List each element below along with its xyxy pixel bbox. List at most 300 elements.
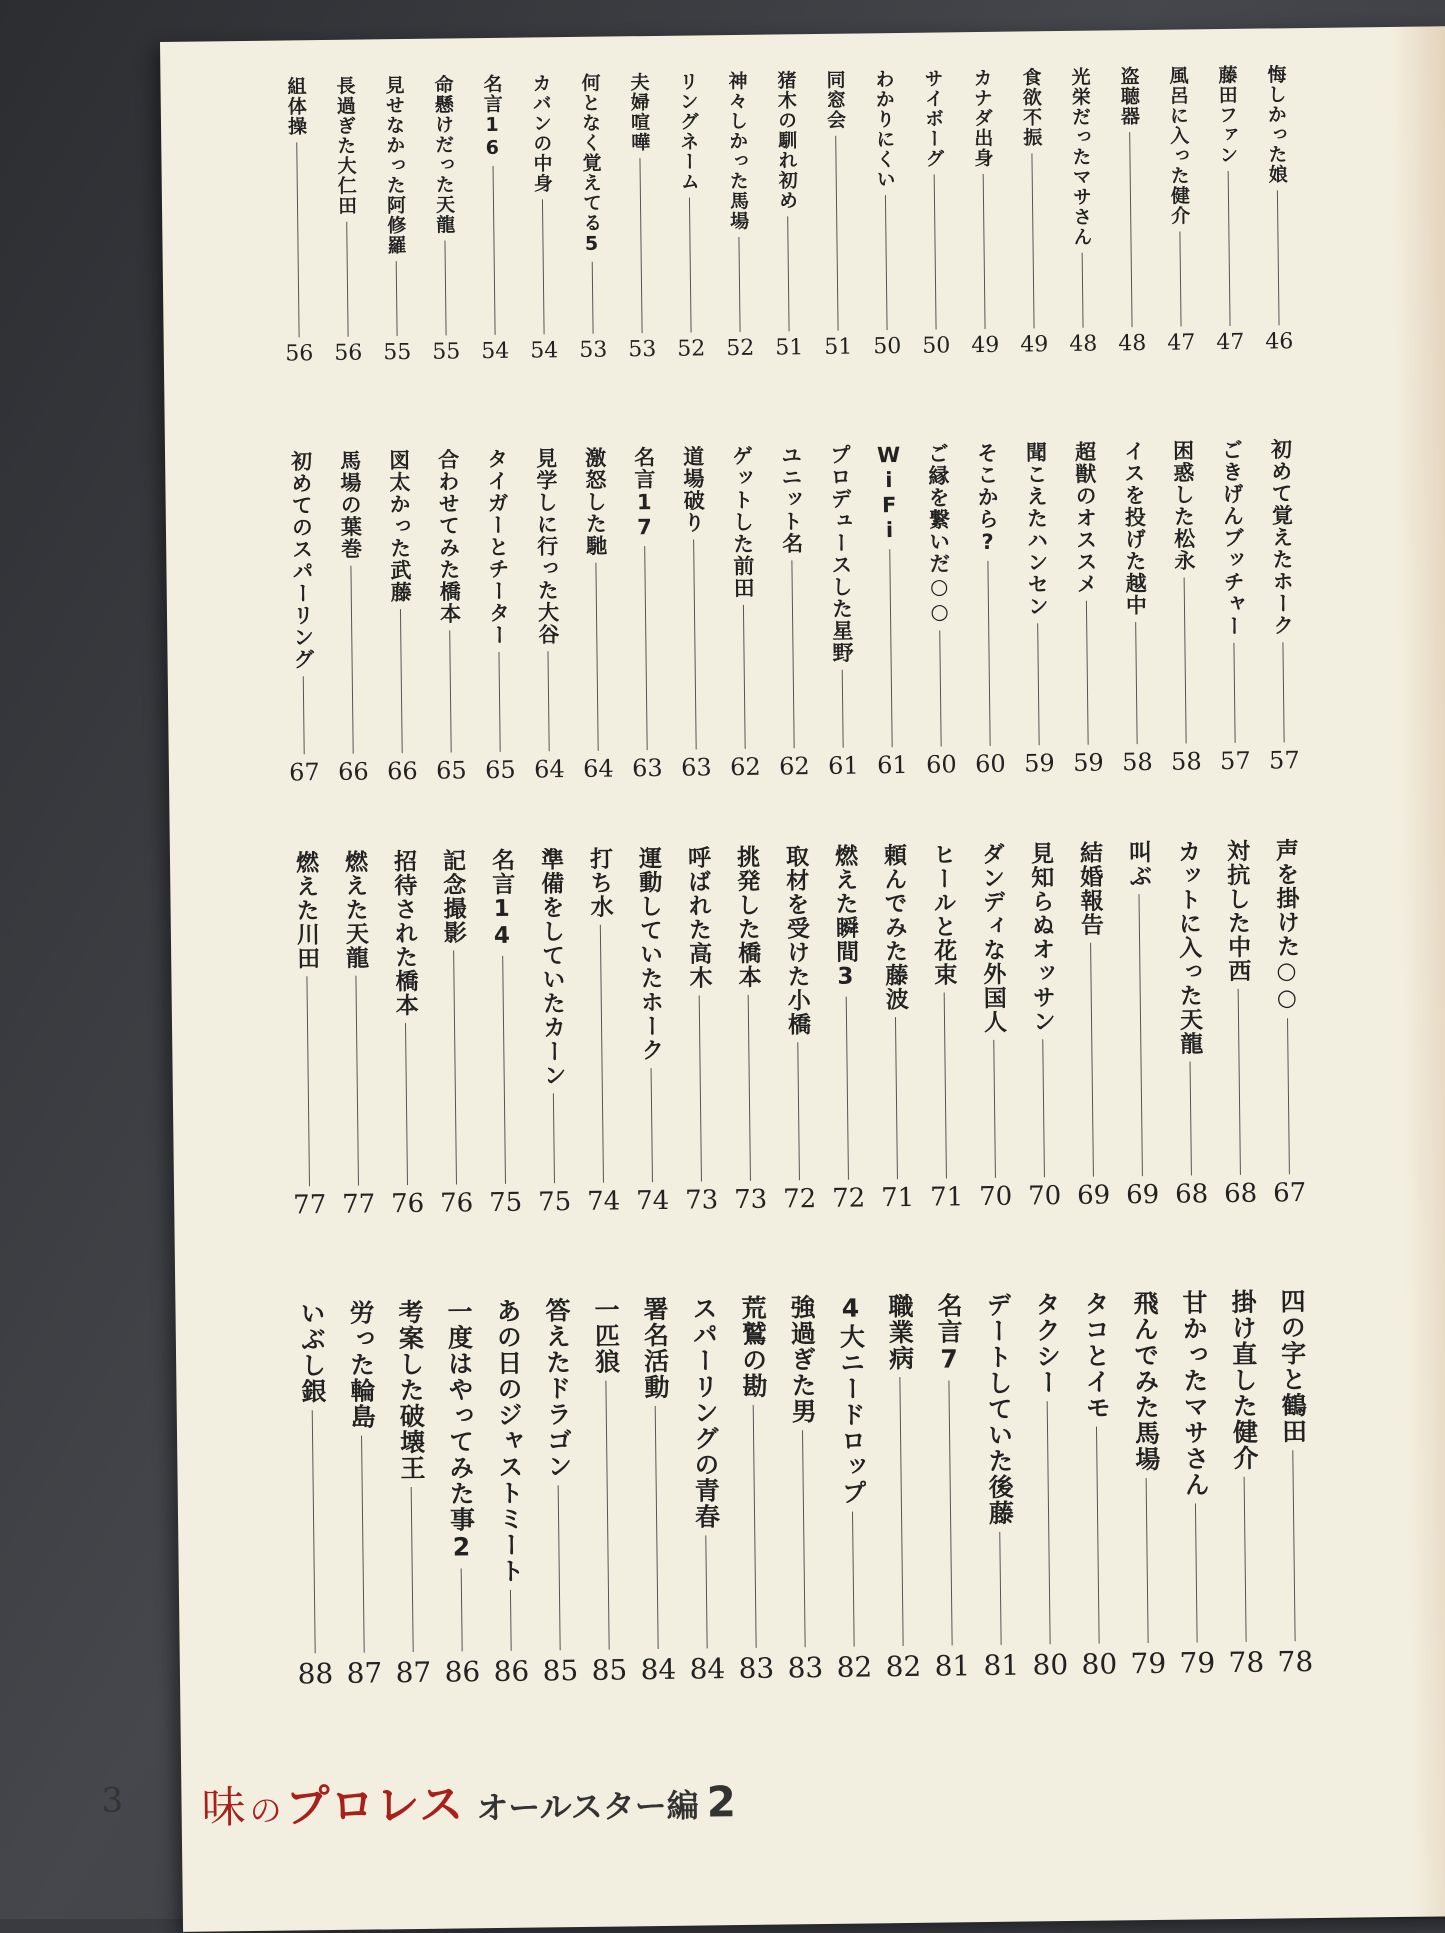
- entry-title: 取材を受けた小橋: [781, 844, 811, 1037]
- entry-title: 初めて覚えたホーク: [1268, 438, 1295, 637]
- page-footer: [101, 1761, 1082, 1852]
- leader-line: [895, 1017, 898, 1179]
- entry-page-number: 85: [542, 1654, 579, 1688]
- leader-line: [944, 992, 947, 1178]
- toc-entry: [957, 68, 1010, 359]
- entry-title: 運動していたホーク: [634, 845, 664, 1063]
- entry-title: 一度はやってみた事2: [443, 1298, 477, 1563]
- leader-line: [498, 652, 500, 752]
- brand-aji: 味: [201, 1782, 246, 1834]
- entry-page-number: 87: [395, 1655, 432, 1690]
- entry-page-number: 50: [922, 333, 951, 359]
- toc-entry: [776, 1294, 830, 1685]
- leader-line: [651, 1068, 653, 1182]
- page-number: 3: [101, 1780, 124, 1821]
- toc-entry: [521, 447, 574, 784]
- entry-page-number: 55: [383, 339, 412, 366]
- entry-title: 燃えた瞬間3: [830, 843, 859, 991]
- entry-title: 労った輪島: [345, 1299, 377, 1430]
- entry-title: 四の字と鶴田: [1276, 1288, 1308, 1445]
- toc-entry: [1261, 838, 1315, 1209]
- entry-title: デートしていた後藤: [982, 1291, 1015, 1527]
- toc-entry: [1266, 1288, 1320, 1679]
- entry-title: 聞こえたハンセン: [1023, 441, 1050, 618]
- toc-entry: [673, 845, 727, 1216]
- toc-entry: [619, 446, 672, 783]
- entry-title: 悔しかった娘: [1264, 64, 1288, 185]
- toc-entry: [1119, 1290, 1173, 1681]
- entry-title: 盗聴器: [1117, 66, 1141, 127]
- toc-entry: [717, 445, 770, 782]
- entry-title: 道場破り: [680, 445, 706, 534]
- entry-title: 考案した破壊王: [394, 1298, 427, 1482]
- entry-page-number: 86: [444, 1655, 481, 1689]
- leader-line: [689, 198, 692, 333]
- entry-page-number: 49: [971, 332, 1000, 359]
- toc-entry: [467, 74, 520, 365]
- toc-block-1: [160, 64, 1303, 368]
- entry-title: 命懸けだった天龍: [431, 74, 456, 235]
- leader-line: [1146, 1478, 1149, 1643]
- leader-line: [1277, 190, 1280, 325]
- leader-line: [1096, 1427, 1100, 1644]
- entry-page-number: 68: [1174, 1179, 1209, 1210]
- entry-page-number: 76: [439, 1188, 474, 1219]
- toc-entry: [825, 1293, 879, 1684]
- entry-title: わかりにくい: [872, 69, 896, 190]
- toc-entry: [1109, 440, 1162, 777]
- entry-page-number: 51: [824, 334, 853, 360]
- leader-line: [699, 995, 702, 1181]
- toc-entry: [286, 1300, 340, 1691]
- entry-page-number: 48: [1069, 331, 1098, 357]
- entry-title: 激怒した馳: [582, 446, 608, 557]
- leader-line: [1138, 894, 1142, 1176]
- entry-title: 4大ニードロップ: [835, 1293, 868, 1506]
- edition-label: オールスター編: [476, 1786, 699, 1828]
- entry-title: カットに入った天龍: [1173, 839, 1203, 1056]
- entry-title: 燃えた川田: [291, 850, 320, 971]
- leader-line: [693, 540, 697, 750]
- entry-page-number: 47: [1216, 329, 1245, 356]
- entry-page-number: 56: [285, 341, 314, 367]
- toc-block-3: [170, 838, 1314, 1222]
- toc-entry: [423, 448, 476, 785]
- entry-page-number: 76: [390, 1188, 425, 1220]
- leader-line: [1292, 1450, 1295, 1641]
- entry-page-number: 59: [1072, 748, 1104, 777]
- leader-line: [296, 142, 299, 337]
- entry-title: WiFi: [876, 442, 902, 544]
- leader-line: [595, 563, 598, 751]
- entry-title: ヒールと花束: [928, 842, 957, 987]
- entry-page-number: 72: [831, 1183, 866, 1214]
- leader-line: [1282, 642, 1284, 742]
- entry-page-number: 67: [1272, 1178, 1307, 1209]
- edition-number: 2: [706, 1777, 737, 1827]
- entry-title: スパーリングの青春: [688, 1295, 721, 1530]
- entry-page-number: 57: [1268, 746, 1300, 775]
- toc-entry: [433, 1298, 487, 1689]
- entry-page-number: 60: [925, 750, 957, 779]
- entry-page-number: 71: [880, 1182, 915, 1214]
- toc-entry: [1070, 1290, 1124, 1681]
- brand-prowres: プロレス: [285, 1779, 465, 1833]
- entry-page-number: 68: [1223, 1178, 1258, 1210]
- leader-line: [553, 1093, 555, 1183]
- toc-entry: [1163, 839, 1217, 1210]
- entry-title: 困惑した松永: [1170, 439, 1197, 572]
- leader-line: [787, 216, 789, 331]
- entry-page-number: 63: [631, 753, 663, 783]
- toc-entry: [565, 72, 618, 363]
- entry-page-number: 56: [334, 340, 363, 366]
- toc-entry: [1114, 840, 1168, 1211]
- toc-block-4: [175, 1288, 1320, 1692]
- leader-line: [542, 199, 545, 334]
- entry-title: 風呂に入った健介: [1166, 65, 1191, 226]
- entry-page-number: 70: [1027, 1181, 1062, 1212]
- toc-entry: [516, 73, 569, 364]
- entry-title: 合わせてみた橋本: [435, 448, 462, 625]
- toc-entry: [1055, 66, 1108, 357]
- leader-line: [889, 549, 892, 747]
- entry-title: 招待された橋本: [389, 848, 418, 1018]
- entry-page-number: 73: [684, 1185, 719, 1216]
- leader-line: [405, 1023, 408, 1185]
- entry-title: ゲットした前田: [729, 444, 756, 600]
- entry-page-number: 70: [978, 1181, 1013, 1213]
- entry-title: 図太かった武藤: [386, 448, 413, 604]
- toc-entry: [374, 449, 427, 786]
- entry-page-number: 78: [1228, 1645, 1265, 1680]
- toc-entry: [1256, 438, 1309, 775]
- toc-entry: [482, 1298, 536, 1689]
- leader-line: [1228, 171, 1231, 326]
- leader-line: [1129, 132, 1132, 327]
- leader-line: [1090, 943, 1094, 1177]
- toc-entry: [918, 842, 972, 1213]
- leader-line: [1190, 1061, 1192, 1175]
- toc-entry: [766, 444, 819, 781]
- leader-line: [592, 262, 594, 334]
- entry-page-number: 53: [579, 337, 608, 363]
- toc-entry: [908, 68, 961, 359]
- toc-entry: [575, 846, 629, 1217]
- entry-title: 名言16: [480, 73, 504, 161]
- entry-page-number: 86: [493, 1654, 530, 1689]
- leader-line: [999, 1532, 1001, 1645]
- toc-entry: [335, 1299, 389, 1690]
- leader-line: [449, 630, 451, 752]
- entry-title: 夫婦喧嘩: [627, 72, 651, 153]
- toc-entry: [869, 843, 923, 1214]
- entry-page-number: 60: [974, 749, 1006, 779]
- leader-line: [738, 237, 740, 332]
- leader-line: [1135, 622, 1137, 744]
- entry-title: 猪木の馴れ初め: [774, 70, 799, 211]
- entry-title: 一匹狼: [590, 1296, 621, 1375]
- brand-no: の: [249, 1791, 282, 1831]
- toc-entry: [276, 450, 329, 787]
- entry-page-number: 54: [481, 338, 510, 365]
- leader-line: [993, 1040, 996, 1178]
- toc-entry: [614, 72, 667, 363]
- toc-entry: [859, 69, 912, 360]
- toc-entry: [1202, 65, 1255, 356]
- toc-entry: [820, 843, 874, 1214]
- leader-line: [510, 1590, 512, 1651]
- leader-line: [1179, 232, 1181, 327]
- entry-page-number: 61: [827, 751, 859, 780]
- entry-title: 甘かったマサさん: [1178, 1289, 1211, 1498]
- entry-page-number: 63: [680, 753, 712, 782]
- leader-line: [600, 925, 604, 1183]
- entry-title: 名言7: [933, 1292, 964, 1375]
- toc-entry: [428, 848, 482, 1219]
- entry-title: 見学しに行った大谷: [533, 447, 560, 646]
- entry-page-number: 53: [628, 336, 657, 363]
- leader-line: [743, 605, 746, 749]
- leader-line: [605, 1381, 609, 1650]
- toc-entry: [477, 848, 531, 1219]
- entry-title: 叫ぶ: [1124, 839, 1152, 889]
- toc-entry: [379, 849, 433, 1220]
- entry-page-number: 87: [346, 1656, 383, 1690]
- entry-title: 何となく覚えてる5: [578, 72, 603, 256]
- entry-title: カバンの中身: [529, 73, 553, 194]
- toc-entry: [531, 1297, 585, 1688]
- page-fold-shadow: [1390, 26, 1445, 1917]
- brand-logo: [201, 1765, 736, 1836]
- leader-line: [748, 995, 751, 1181]
- entry-title: 呼ばれた高木: [683, 845, 712, 990]
- leader-line: [655, 1406, 659, 1649]
- toc-entry: [1207, 439, 1260, 776]
- leader-line: [835, 136, 838, 331]
- entry-title: 準備をしていたカーン: [536, 847, 566, 1088]
- toc-entry: [1251, 64, 1304, 355]
- leader-line: [461, 1568, 463, 1651]
- entry-page-number: 50: [873, 333, 902, 360]
- toc-entry: [678, 1295, 732, 1686]
- entry-page-number: 47: [1167, 330, 1196, 356]
- toc-entry: [281, 850, 335, 1221]
- toc-entry: [810, 69, 863, 360]
- toc-entry: [629, 1296, 683, 1687]
- entry-title: サイボーグ: [921, 68, 945, 169]
- entry-page-number: 62: [729, 752, 761, 782]
- entry-page-number: 69: [1076, 1180, 1111, 1211]
- leader-line: [705, 1535, 707, 1648]
- entry-page-number: 71: [929, 1182, 964, 1213]
- entry-title: 対抗した中西: [1222, 838, 1251, 984]
- entry-page-number: 52: [726, 335, 755, 362]
- entry-title: ダンディな外国人: [977, 841, 1007, 1035]
- entry-page-number: 52: [677, 336, 706, 362]
- leader-line: [453, 950, 457, 1184]
- toc-entry: [1104, 66, 1157, 357]
- leader-line: [1042, 1039, 1045, 1177]
- toc-entry: [962, 442, 1015, 779]
- entry-title: ごきげんブッチャー: [1219, 438, 1246, 638]
- entry-title: 馬場の葉巻: [337, 449, 363, 560]
- entry-page-number: 75: [537, 1187, 572, 1218]
- toc-entry: [271, 76, 324, 367]
- entry-title: 同窓会: [823, 69, 847, 130]
- entry-page-number: 58: [1121, 747, 1153, 777]
- entry-title: 名言14: [487, 847, 516, 951]
- entry-page-number: 57: [1219, 746, 1251, 776]
- entry-page-number: 46: [1265, 329, 1294, 355]
- toc-entry: [1158, 439, 1211, 776]
- entry-page-number: 51: [775, 335, 804, 361]
- entry-title: 結婚報告: [1075, 840, 1103, 937]
- toc-entry: [1011, 441, 1064, 778]
- entry-page-number: 80: [1032, 1648, 1069, 1682]
- entry-title: カナダ出身: [970, 67, 994, 169]
- entry-page-number: 84: [689, 1652, 726, 1686]
- entry-page-number: 65: [484, 755, 516, 785]
- entry-title: 声を掛けた○○: [1271, 838, 1300, 1013]
- entry-page-number: 75: [488, 1187, 523, 1219]
- entry-title: 燃えた天龍: [340, 849, 369, 970]
- leader-line: [502, 956, 506, 1184]
- toc-entry: [1065, 840, 1119, 1211]
- entry-title: 超獣のオススメ: [1072, 440, 1099, 595]
- entry-page-number: 79: [1179, 1646, 1216, 1680]
- entry-page-number: 67: [288, 758, 320, 787]
- leader-line: [885, 195, 888, 330]
- toc-entry: [967, 842, 1021, 1213]
- toc-entry: [815, 443, 868, 780]
- toc-entry: [874, 1293, 928, 1684]
- entry-page-number: 74: [635, 1185, 670, 1217]
- entry-title: リングネーム: [676, 71, 700, 192]
- leader-line: [1082, 253, 1084, 328]
- entry-page-number: 84: [640, 1652, 677, 1687]
- entry-page-number: 88: [297, 1657, 334, 1691]
- entry-title: 頼んでみた藤波: [879, 842, 908, 1012]
- entry-title: ユニット名: [778, 444, 804, 555]
- entry-page-number: 49: [1020, 332, 1049, 358]
- toc-entry: [864, 443, 917, 780]
- entry-title: 見知らぬオッサン: [1026, 841, 1056, 1034]
- leader-line: [934, 175, 937, 330]
- leader-line: [1233, 643, 1235, 743]
- entry-page-number: 55: [432, 339, 461, 365]
- entry-page-number: 64: [533, 755, 565, 784]
- leader-line: [852, 1512, 855, 1647]
- toc-entry: [771, 844, 825, 1215]
- entry-page-number: 54: [530, 338, 559, 364]
- entry-page-number: 66: [337, 757, 369, 786]
- entry-title: 初めてのスパーリング: [288, 450, 316, 671]
- toc-entry: [761, 70, 814, 361]
- toc-entry: [663, 71, 716, 362]
- entry-page-number: 78: [1277, 1645, 1314, 1679]
- leader-line: [802, 1430, 806, 1647]
- toc-entry: [712, 71, 765, 362]
- leader-line: [1195, 1503, 1198, 1642]
- toc-entry: [923, 1292, 977, 1683]
- entry-page-number: 83: [738, 1651, 775, 1686]
- entry-page-number: 74: [586, 1186, 621, 1217]
- leader-line: [1238, 989, 1241, 1175]
- toc-entry: [418, 74, 471, 365]
- leader-line: [983, 174, 986, 329]
- entry-title: 食欲不振: [1019, 67, 1043, 148]
- toc-entry: [369, 75, 422, 366]
- entry-title: 光栄だったマサさん: [1068, 66, 1093, 247]
- leader-line: [948, 1380, 952, 1645]
- entry-title: イスを投げた越中: [1121, 439, 1148, 617]
- toc-entry: [624, 846, 678, 1217]
- entry-title: 答えたドラゴン: [541, 1297, 574, 1480]
- leader-line: [303, 676, 305, 754]
- toc-entry: [722, 845, 776, 1216]
- entry-title: 見せなかった阿修羅: [382, 75, 407, 256]
- toc-entry: [972, 1292, 1026, 1683]
- leader-line: [1184, 578, 1187, 744]
- entry-title: タイガーとチーター: [484, 447, 511, 647]
- entry-page-number: 65: [435, 756, 467, 785]
- toc-entry: [1021, 1291, 1075, 1682]
- entry-title: 掛け直した健介: [1227, 1288, 1260, 1472]
- entry-title: そこから?: [974, 441, 1000, 556]
- toc-entry: [727, 1295, 781, 1686]
- toc-entry: [913, 442, 966, 779]
- toc-entry: [526, 847, 580, 1218]
- entry-page-number: 69: [1125, 1179, 1160, 1211]
- leader-line: [1244, 1477, 1247, 1642]
- toc-entry: [668, 445, 721, 782]
- toc-entry: [384, 1299, 438, 1690]
- entry-page-number: 64: [582, 754, 614, 783]
- leader-line: [411, 1487, 414, 1652]
- toc-entry: [320, 75, 373, 366]
- leader-line: [547, 651, 549, 751]
- leader-line: [361, 1436, 365, 1653]
- entry-title: あの日のジャストミート: [492, 1297, 526, 1585]
- entry-title: 長過ぎた大仁田: [333, 75, 358, 216]
- leader-line: [939, 631, 941, 747]
- entry-title: 打ち水: [585, 846, 613, 919]
- entry-page-number: 66: [386, 756, 418, 786]
- entry-page-number: 77: [341, 1189, 376, 1220]
- toc-entry: [1060, 440, 1113, 777]
- leader-line: [1037, 623, 1039, 745]
- leader-line: [355, 976, 359, 1186]
- leader-line: [400, 609, 403, 753]
- toc-entry: [1016, 841, 1070, 1212]
- leader-line: [346, 222, 348, 337]
- entry-page-number: 59: [1023, 749, 1055, 778]
- leader-line: [312, 1410, 316, 1653]
- leader-line: [644, 546, 647, 750]
- toc-block-2: [165, 438, 1309, 788]
- entry-page-number: 85: [591, 1653, 628, 1687]
- toc-entry: [325, 449, 378, 786]
- leader-line: [987, 561, 990, 746]
- leader-line: [753, 1405, 757, 1648]
- leader-line: [396, 261, 398, 336]
- toc-entry: [330, 849, 384, 1220]
- leader-line: [1086, 601, 1089, 745]
- entry-title: プロデュースした星野: [827, 443, 855, 664]
- toc-entry: [1168, 1289, 1222, 1680]
- leader-line: [1287, 1018, 1290, 1174]
